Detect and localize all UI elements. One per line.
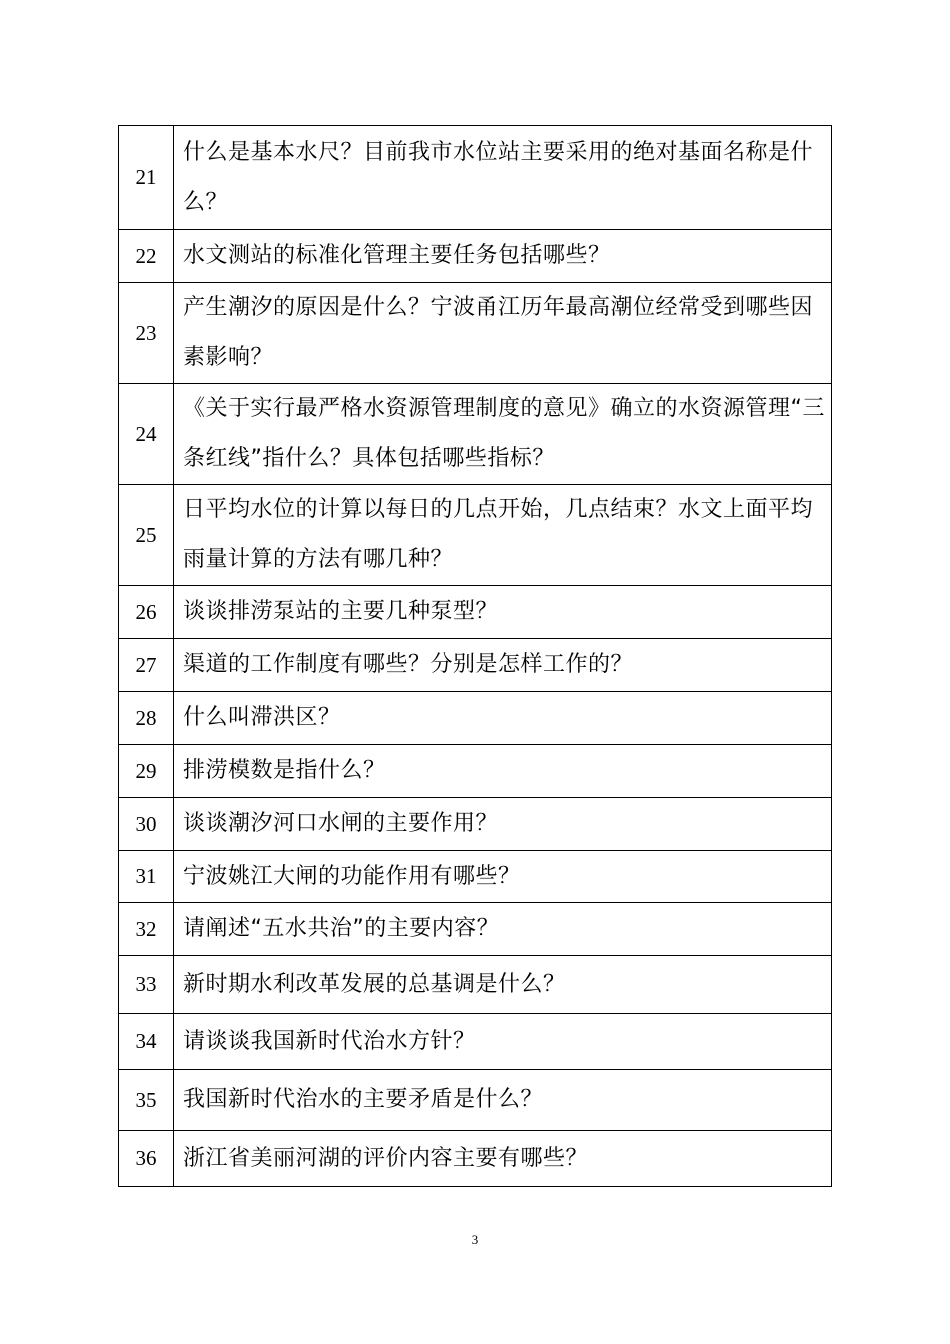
- table-row: [119, 745, 832, 798]
- question-number: 34: [119, 1014, 174, 1070]
- question-text: 水文测站的标准化管理主要任务包括哪些？: [174, 230, 832, 283]
- question-text: 排涝模数是指什么？: [174, 745, 832, 798]
- question-number: 29: [119, 745, 174, 798]
- question-number: 24: [119, 384, 174, 485]
- table-row: [119, 798, 832, 851]
- question-text: 我国新时代治水的主要矛盾是什么？: [174, 1070, 832, 1131]
- table-row: [119, 1131, 832, 1187]
- question-number: 26: [119, 586, 174, 639]
- question-number: 32: [119, 903, 174, 956]
- question-text: 《关于实行最严格水资源管理制度的意见》确立的水资源管理“三条红线”指什么？具体包括哪些指标？: [174, 384, 832, 485]
- question-number: 35: [119, 1070, 174, 1131]
- question-text: 渠道的工作制度有哪些？分别是怎样工作的？: [174, 639, 832, 692]
- table-row: [119, 586, 832, 639]
- table-row: [119, 230, 832, 283]
- table-row: [119, 1014, 832, 1070]
- question-text: 什么叫滞洪区？: [174, 692, 832, 745]
- question-text: 新时期水利改革发展的总基调是什么？: [174, 956, 832, 1014]
- table-row: [119, 283, 832, 384]
- question-number: 23: [119, 283, 174, 384]
- question-text: 宁波姚江大闸的功能作用有哪些？: [174, 851, 832, 903]
- table-row: [119, 1070, 832, 1131]
- question-number: 33: [119, 956, 174, 1014]
- table-row: [119, 956, 832, 1014]
- question-text: 请阐述“五水共治”的主要内容？: [174, 903, 832, 956]
- question-text: 谈谈排涝泵站的主要几种泵型？: [174, 586, 832, 639]
- table-row: [119, 851, 832, 903]
- table-row: [119, 903, 832, 956]
- question-text: 什么是基本水尺？目前我市水位站主要采用的绝对基面名称是什么？: [174, 126, 832, 230]
- table-row: [119, 639, 832, 692]
- question-number: 27: [119, 639, 174, 692]
- question-text: 请谈谈我国新时代治水方针？: [174, 1014, 832, 1070]
- question-number: 25: [119, 485, 174, 586]
- question-number: 36: [119, 1131, 174, 1187]
- table-row: [119, 126, 832, 230]
- table-row: [119, 692, 832, 745]
- question-text: 浙江省美丽河湖的评价内容主要有哪些？: [174, 1131, 832, 1187]
- question-table: [118, 125, 832, 1187]
- question-number: 30: [119, 798, 174, 851]
- question-number: 21: [119, 126, 174, 230]
- question-number: 31: [119, 851, 174, 903]
- table-row: [119, 384, 832, 485]
- question-text: 谈谈潮汐河口水闸的主要作用？: [174, 798, 832, 851]
- question-text: 产生潮汐的原因是什么？宁波甬江历年最高潮位经常受到哪些因素影响？: [174, 283, 832, 384]
- question-number: 28: [119, 692, 174, 745]
- page-number: 3: [471, 1232, 479, 1247]
- table-row: [119, 485, 832, 586]
- question-number: 22: [119, 230, 174, 283]
- question-text: 日平均水位的计算以每日的几点开始，几点结束？水文上面平均雨量计算的方法有哪几种？: [174, 485, 832, 586]
